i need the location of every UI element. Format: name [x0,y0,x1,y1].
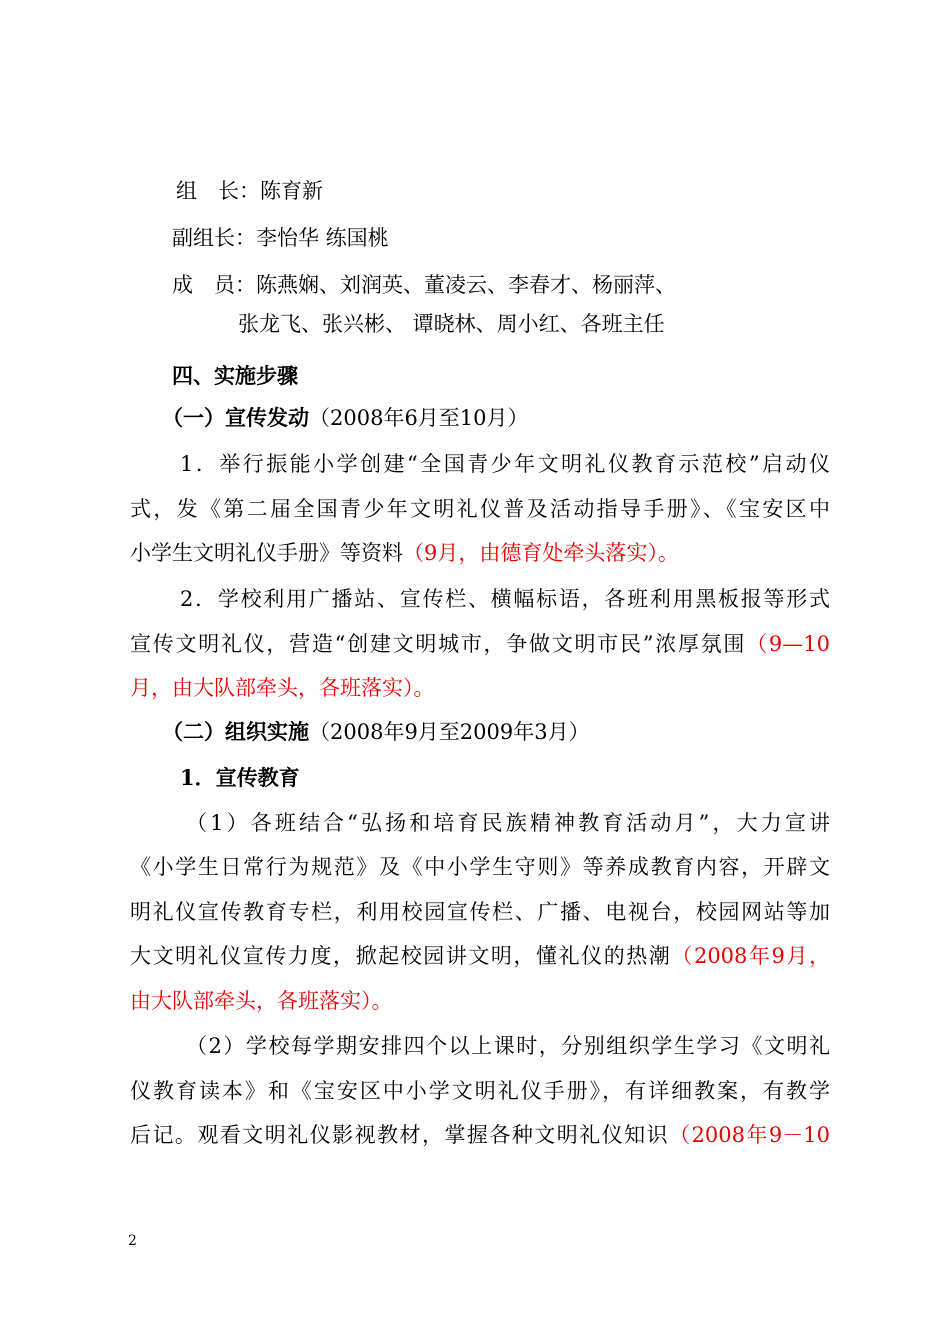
paragraph-1-line-3 [130,538,679,568]
paragraph-4-line-3 [130,1120,830,1150]
paragraph-3-line-3: 明礼仪宣传教育专栏，利用校园宣传栏、广播、电视台，校园网站等加 [130,900,830,924]
subsection-1-heading [162,403,529,433]
responsibility-note: （9月，由德育处牵头落实）。 [403,541,679,565]
paragraph-3-line-2: 《小学生日常行为规范》及《中小学生守则》等养成教育内容，开辟文 [130,855,830,879]
paragraph-3-line-1: （1）各班结合“弘扬和培育民族精神教育活动月”，大力宣讲 [186,811,830,835]
responsibility-note: （2008年9月， [671,944,831,968]
paragraph-2-line-1: 2．学校利用广播站、宣传栏、横幅标语，各班利用黑板报等形式 [180,587,830,611]
subsection-1-title: （一）宣传发动 [162,405,309,430]
paragraph-4-text: 后记。观看文明礼仪影视教材，掌握各种文明礼仪知识 [130,1123,670,1147]
page-number: 2 [128,1233,137,1249]
responsibility-note: （2008年9－10 [669,1123,831,1147]
members-line-1: 成 员：陈燕娴、刘润英、董凌云、李春才、杨丽萍、 [172,273,676,297]
vice-group-leader: 副组长：李怡华 练国桃 [172,226,389,250]
paragraph-4-line-2: 仪教育读本》和《宝安区中小学文明礼仪手册》，有详细教案，有教学 [130,1079,830,1103]
paragraph-3-line-5: 由大队部牵头，各班落实）。 [130,989,393,1013]
responsibility-note: （9—10 [746,632,830,656]
paragraph-1-line-2: 式，发《第二届全国青少年文明礼仪普及活动指导手册》、《宝安区中 [130,497,830,521]
paragraph-4-line-1: （2）学校每学期安排四个以上课时，分别组织学生学习《文明礼 [186,1034,830,1058]
paragraph-3-text: 大文明礼仪宣传力度，掀起校园讲文明，懂礼仪的热潮 [130,944,672,968]
members-line-2: 张龙飞、张兴彬、 谭晓林、周小红、各班主任 [238,312,665,336]
subsection-1-date: （2008年6月至10月） [309,406,529,430]
subsection-2-heading [162,717,590,747]
paragraph-1-text: 小学生文明礼仪手册》等资料 [130,541,403,565]
group-leader: 组 长：陈育新 [176,179,323,203]
paragraph-2-line-2 [130,629,830,659]
paragraph-3-line-4 [130,941,830,971]
paragraph-1-line-1: 1．举行振能小学创建“全国青少年文明礼仪教育示范校”启动仪 [180,452,830,476]
subsection-2-date: （2008年9月至2009年3月） [309,720,590,744]
section-heading: 四、实施步骤 [172,363,298,388]
paragraph-2-line-3: 月，由大队部牵头，各班落实）。 [130,676,435,700]
subsection-2-title: （二）组织实施 [162,719,309,744]
paragraph-2-text: 宣传文明礼仪，营造“创建文明城市，争做文明市民”浓厚氛围 [130,632,747,656]
item-1-heading: 1．宣传教育 [180,765,300,790]
